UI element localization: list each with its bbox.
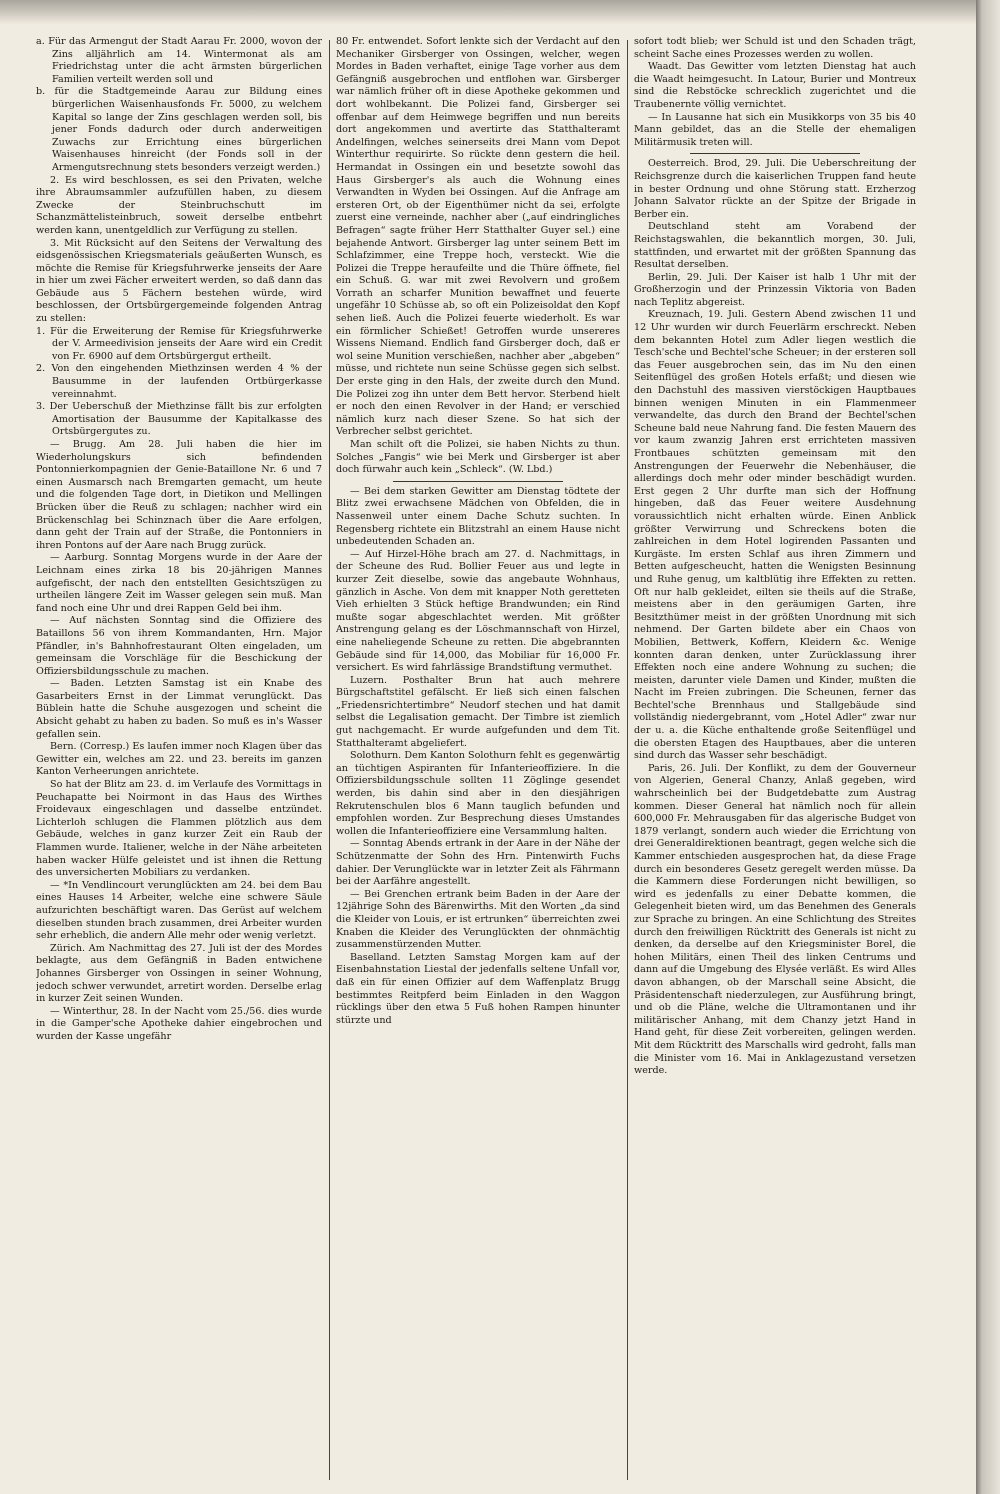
article-paragraph: Paris, 26. Juli. Der Konflikt, zu dem der Gouverneur von Algerien, General Chanzy, Anlaß gegeben, wird wahrscheinlich bei der Budgetdebatte zum Austrag kommen. Dieser General hat nämlich noch für allein 600,000 Fr. Mehrausgaben für das algerische Budget von 1879 verlangt, sondern auch wieder die Errichtung von drei Generaldirektionen beantragt, gegen welche sich die Kammer entschieden ausgesprochen hat, da diese Frage durch ein besonderes Gesetz geregelt werden müsse. Da die Kammern diese Forderungen nicht bewilligen, so wird es jedenfalls zu einer Debatte kommen, die Gelegenheit bieten wird, um das Benehmen des Generals zur Sprache zu bringen. An eine Schlichtung des Streites durch den freiwilligen Rücktritt des Generals ist nicht zu denken, da derselbe auf den Kriegsminister Borel, die hohen Militärs, einen Theil des linken Centrums und dann auf die Umgebung des Elysée verläßt. Es wird Alles davon abhangen, ob der Marschall seine Absicht, die Präsidentenschaft niederzulegen, zur Ausführung bringt, und ob die Pläne, welche die Ultramontanen und ihr militärischer Anhang, mit dem Chanzy jetzt Hand in Hand geht, für diese Zeit vorbereiten, gelingen werden. Mit dem Rücktritt des Marschalls wird gedroht, falls man die Minister vom 16. Mai in Anklagezustand versetzen werde. — [634, 762, 916, 1077]
article-paragraph: 80 Fr. entwendet. Sofort lenkte sich der Verdacht auf den Mechaniker Girsberger von Ossingen, welcher, wegen Mordes in Baden verhaftet, einige Tage vorher aus dem Gefängniß ausgebrochen und entflohen war. Girsberger war nämlich früher oft in diese Apotheke gekommen und dort wohlbekannt. Die Polizei fand, Girsberger sei offenbar auf dem Heimwege begriffen und nun bereits dort angekommen und avertirte das Statthalteramt Andelfingen, welches seinerseits drei Mann vom Depot Winterthur requirirte. So rückte denn gestern die heil. Hermandat in Ossingen ein und besetzte sowohl das Haus Girsberger's als auch die Wohnung eines Verwandten in Wyden bei Ossingen. Auf die Anfrage am ersteren Ort, ob der Eigenthümer nicht da sei, erfolgte zuerst eine verneinde, nachher aber („auf eindringliches Befragen“ sagte früher Herr Statthalter Guyer sel.) eine bejahende Antwort. Girsberger lag unter seinem Bett im Schlafzimmer, eine Treppe hoch, versteckt. Wie die Polizei die Treppe heraufeilte und die Thüre öffnete, fiel ein Schuß. G. war mit zwei Revolvern und großem Vorrath an scharfer Munition bewaffnet und feuerte ungefähr 10 Schüsse ab, so oft ein Polizeisoldat den Kopf sehen ließ. Auch die Polizei feuerte wiederholt. Es war ein förmlicher Schießet! Getroffen wurde unsereres Wissens Niemand. Endlich fand Girsberger doch, daß er wol seine Munition verschießen, nachher aber „abgeben“ müsse, und richtete nun seine Schüsse gegen sich selbst. Der erste ging in den Hals, der zweite durch den Mund. Die Polizei zog ihn unter dem Bett hervor. Sterbend hielt er noch den einen Revolver in der Hand; er verschied nämlich kurz nach dieser Szene. So hat sich der Verbrecher selbst gerichtet. — [336, 36, 620, 438]
article-paragraph: 3. Der Ueberschuß der Miethzinse fällt bis zur erfolgten Amortisation der Bausumme der Kapitalkasse des Ortsbürgergutes zu. — [36, 401, 322, 438]
article-paragraph: 3. Mit Rücksicht auf den Seitens der Verwaltung des eidsgenössischen Kriegsmaterials geäußerten Wunsch, es möchte die Remise für Kriegsfuhrwerke jenseits der Aare in hier um zwei Fächer erweitert werden, so daß dann das Gebäude aus 5 Fächern bestehen würde, wird beschlossen, der Ortsbürgergemeinde folgenden Antrag zu stellen: — [36, 237, 322, 325]
article-paragraph: 2. Von den eingehenden Miethzinsen werden 4 % der Bausumme in der laufenden Ortbürgerkasse vereinnahmt. — [36, 363, 322, 400]
article-paragraph: a. Für das Armengut der Stadt Aarau Fr. 2000, wovon der Zins alljährlich am 14. Wintermonat als am Friedrichstag unter die acht ärmsten bürgerlichen Familien verteilt werden soll und — [36, 36, 322, 85]
article-paragraph: Deutschland steht am Vorabend der Reichstagswahlen, die bekanntlich morgen, 30. Juli, stattfinden, und erwartet mit der größten Spannung das Resultat derselben. — [634, 221, 916, 271]
article-paragraph: Luzern. Posthalter Brun hat auch mehrere Bürgschaftstitel gefälscht. Er ließ sich einen falschen „Friedensrichtertimbre“ Neudorf stechen und hat damit selbst die Legalisation gemacht. Der Timbre ist ziemlich gut nachgemacht. Er wurde aufgefunden und dem Tit. Statthalteramt abgeliefert. — [336, 674, 620, 749]
section-divider — [690, 153, 859, 154]
article-paragraph: — Sonntag Abends ertrank in der Aare in der Nähe der Schützenmatte der Sohn des Hrn. Pintenwirth Fuchs dahier. Der Verunglückte war in letzter Zeit als Fährmann bei der Aarfähre angestellt. — [336, 838, 620, 888]
column-rule — [329, 40, 330, 1480]
article-paragraph: — Bei Grenchen ertrank beim Baden in der Aare der 12jährige Sohn des Bärenwirths. Mit den Worten „da sind die Kleider von Louis, er ist ertrunken“ überreichten zwei Knaben die Kleider des Verunglückten der ohnmächtig zusammenstürzenden Mutter. — [336, 888, 620, 951]
article-paragraph: Berlin, 29. Juli. Der Kaiser ist halb 1 Uhr mit der Großherzogin und der Prinzessin Viktoria von Baden nach Teplitz abgereist. — [634, 271, 916, 308]
section-divider — [393, 481, 563, 482]
article-paragraph: — Winterthur, 28. In der Nacht vom 25./56. dies wurde in die Gamper'sche Apotheke dahier eingebrochen und wurden der Kasse ungefähr — [36, 1005, 322, 1042]
column-rule — [627, 40, 628, 1480]
article-paragraph: Zürich. Am Nachmittag des 27. Juli ist der des Mordes beklagte, aus dem Gefängniß in Baden entwichene Johannes Girsberger von Ossingen in seiner Wohnung, jedoch schwer verwundet, arretirt worden. Derselbe erlag in kurzer Zeit seinen Wunden. — [36, 942, 322, 1005]
article-paragraph: Waadt. Das Gewitter vom letzten Dienstag hat auch die Waadt heimgesucht. In Latour, Burier und Montreux sind die Rebstöcke schrecklich zugerichtet und die Traubenernte völlig vernichtet. — [634, 61, 916, 110]
article-paragraph: Solothurn. Dem Kanton Solothurn fehlt es gegenwärtig an tüchtigen Aspiranten für Infanterieoffiziere. In die Offiziersbildungsschule sollten 11 Zöglinge gesendet werden, bis dahin sind aber in den diesjährigen Rekrutenschulen blos 6 Mann tauglich befunden und empfohlen worden. Zur Besprechung dieses Umstandes wollen die Infanterieoffiziere eine Versammlung halten. — [336, 750, 620, 837]
article-paragraph: 2. Es wird beschlossen, es sei den Privaten, welche ihre Abraumsammler aufzufüllen haben, zu diesem Zwecke der Steinbruchschutt im Schanzmättelisteinbruch, soweit derselbe entbehrt werden kann, unentgeldlich zur Verfügung zu stellen. — [36, 174, 322, 236]
article-paragraph: Oesterreich. Brod, 29. Juli. Die Ueberschreitung der Reichsgrenze durch die kaiserlichen Truppen fand heute in bester Ordnung und ohne Störung statt. Erzherzog Johann Salvator rückte an der Spitze der Brigade in Berber ein. — [634, 158, 916, 220]
article-paragraph: — Aarburg. Sonntag Morgens wurde in der Aare der Leichnam eines zirka 18 bis 20-jährigen Mannes aufgefischt, der nach den entstellten Gesichtszügen zu urtheilen längere Zeit im Wasser gelegen sein muß. Man fand noch eine Uhr und drei Rappen Geld bei ihm. — [36, 552, 322, 614]
article-paragraph: 1. Für die Erweiterung der Remise für Kriegsfuhrwerke der V. Armeedivision jenseits der Aare wird ein Credit von Fr. 6900 auf dem Ortsbürgergut ertheilt. — [36, 325, 322, 362]
page-top-shadow — [0, 0, 1000, 24]
article-paragraph: Baselland. Letzten Samstag Morgen kam auf der Eisenbahnstation Liestal der jedenfalls seltene Unfall vor, daß ein für einen Offizier auf dem Waffenplatz Brugg bestimmtes Reitpferd beim Einladen in den Waggon rücklings über den etwa 5 Fuß hohen Rampen hinunter stürzte und — [336, 951, 620, 1026]
article-paragraph: Kreuznach, 19. Juli. Gestern Abend zwischen 11 und 12 Uhr wurden wir durch Feuerlärm erschreckt. Neben dem bekannten Hotel zum Adler liegen westlich die Tesch'sche und Bechtel'sche Scheuer; in der ersteren soll das Feuer ausgebrochen sein, das im Nu den einen Seitenflügel des großen Hotels erfaßt; und diesen wie den Dachstuhl des massiven vierstöckigen Hauptbaues binnen wenigen Minuten in ein Flammenmeer verwandelte, das durch den Brand der Bechtel'schen Scheune bald neue Nahrung fand. Die festen Mauern des vor kaum zwanzig Jahren erst errichteten massiven Frontbaues schützten gemeinsam mit den Anstrengungen der Feuerwehr die Nebenhäuser, die allerdings doch mehr oder minder beschädigt wurden. Erst gegen 2 Uhr durfte man sich der Hoffnung hingeben, daß das Feuer weitere Ausdehnung voraussichtlich nicht erhalten würde. Einen Anblick größter Verwirrung und Schreckens boten die zahlreichen in dem Hotel logirenden Passanten und Kurgäste. Im ersten Schlaf aus ihren Zimmern und Betten aufgescheucht, hatten die Wenigsten Besinnung und Ruhe genug, um kaltblütig ihre Effekten zu retten. Oft nur halb gekleidet, eilten sie theils auf die Straße, meistens aber in den geräumigen Garten, ihre Besitzthümer meist in der größten Unordnung mit sich nehmend. Der Garten bildete aber ein Chaos von Mobilien, Bettwerk, Koffern, Kleidern &c. Wenige konnten daran denken, unter Zurücklassung ihrer Effekten noch eine andere Wohnung zu suchen; die meisten, darunter viele Damen und Kinder, mußten die Nacht im Freien zubringen. Die Scheunen, ferner das Bechtel'sche Brennhaus und Stallgebäude sind vollständig niedergebrannt, vom „Hotel Adler“ zwar nur der u. a. die Küche enthaltende große Seitenflügel und die obersten Etagen des Hauptbaues, aber die unteren sind durch das Wasser sehr beschädigt. — [634, 309, 916, 762]
article-paragraph: b. für die Stadtgemeinde Aarau zur Bildung eines bürgerlichen Waisenhausfonds Fr. 5000, zu welchem Kapital so lange der Zins geschlagen werden soll, bis jener Fonds dadurch oder durch anderweitigen Zuwachs zur Errichtung eines bürgerlichen Waisenhauses hinreicht (der Fonds soll in der Armengutsrechnung stets besonders verzeigt werden.) — [36, 86, 322, 173]
article-paragraph: — Bei dem starken Gewitter am Dienstag tödtete der Blitz zwei erwachsene Mädchen von Obfelden, die in Nassenweil unter einem Dache Schutz suchten. In Regensberg richtete ein Blitzstrahl an einem Hause nicht unbedeutenden Schaden an. — [336, 485, 620, 548]
page-edge-shadow — [976, 0, 1000, 1494]
article-paragraph: Man schilt oft die Polizei, sie haben Nichts zu thun. Solches „Fangis“ wie bei Merk und Girsberger ist aber doch fürwahr auch kein „Schleck“. (W. Lbd.) — [336, 439, 620, 476]
column-3 — [634, 36, 916, 1476]
article-paragraph: So hat der Blitz am 23. d. im Verlaufe des Vormittags in Peuchapatte bei Noirmont in das Haus des Wirthes Froidevaux eingeschlagen und dasselbe entzündet. Lichterloh schlugen die Flammen plötzlich aus dem Gebäude, welches in ganz kurzer Zeit ein Raub der Flammen wurde. Italiener, welche in der Nähe arbeiteten haben wacker Hülfe geleistet und ist ihnen die Rettung des unversicherten Mobiliars zu verdanken. — [36, 779, 322, 879]
article-paragraph: sofort todt blieb; wer Schuld ist und den Schaden trägt, scheint Sache eines Prozesses werden zu wollen. — [634, 36, 916, 60]
article-paragraph: — Auf Hirzel-Höhe brach am 27. d. Nachmittags, in der Scheune des Rud. Bollier Feuer aus und legte in kurzer Zeit dieselbe, sowie das angebaute Wohnhaus, gänzlich in Asche. Von dem mit knapper Noth geretteten Vieh erhielten 3 Stück heftige Brandwunden; ein Rind mußte sogar abgeschlachtet werden. Mit größter Anstrengung gelang es der Löschmannschaft von Hirzel, eine naheliegende Scheune zu retten. Die abgebrannten Gebäude sind für 14,000, das Mobiliar für 16,000 Fr. versichert. Es wird fahrlässige Brandstiftung vermuthet. — [336, 548, 620, 674]
article-paragraph: — Baden. Letzten Samstag ist ein Knabe des Gasarbeiters Ernst in der Limmat verunglückt. Das Büblein hatte die Schuhe ausgezogen und scheint die Absicht gehabt zu haben zu baden. So muß es in's Wasser gefallen sein. — [36, 678, 322, 740]
article-paragraph: — *In Vendlincourt verunglückten am 24. bei dem Bau eines Hauses 14 Arbeiter, welche eine schwere Säule aufzurichten beschäftigt waren. Das Gerüst auf welchem dieselben stunden brach zusammen, drei Arbeiter wurden sehr erheblich, die andern Alle mehr oder wenig verletzt. — [36, 879, 322, 942]
column-2 — [336, 36, 620, 1476]
article-paragraph: Bern. (Corresp.) Es laufen immer noch Klagen über das Gewitter ein, welches am 22. und 23. bereits im ganzen Kanton Verheerungen anrichtete. — [36, 741, 322, 778]
column-1 — [36, 36, 322, 1476]
article-paragraph: — Brugg. Am 28. Juli haben die hier im Wiederholungskurs sich befindenden Pontonnierkompagnien der Genie-Bataillone Nr. 6 und 7 einen Ausmarsch nach Bremgarten gemacht, um heute und die folgenden Tage dort, in Dietikon und Mellingen Brücken über die Reuß zu schlagen; nachher wird ein Brückenschlag bei Schinznach über die Aare erfolgen, dann geht der Train auf der Straße, die Pontonniers in ihren Pontons auf der Aare nach Brugg zurück. — [36, 439, 322, 551]
article-paragraph: — Auf nächsten Sonntag sind die Offiziere des Bataillons 56 von ihrem Kommandanten, Hrn. Major Pfändler, in's Bahnhofrestaurant Olten eingeladen, um gemeinsam die Vorschläge für die Beschickung der Offiziersbildungsschule zu machen. — [36, 615, 322, 677]
article-paragraph: — In Lausanne hat sich ein Musikkorps von 35 bis 40 Mann gebildet, das an die Stelle der ehemaligen Militärmusik treten will. — [634, 111, 916, 148]
